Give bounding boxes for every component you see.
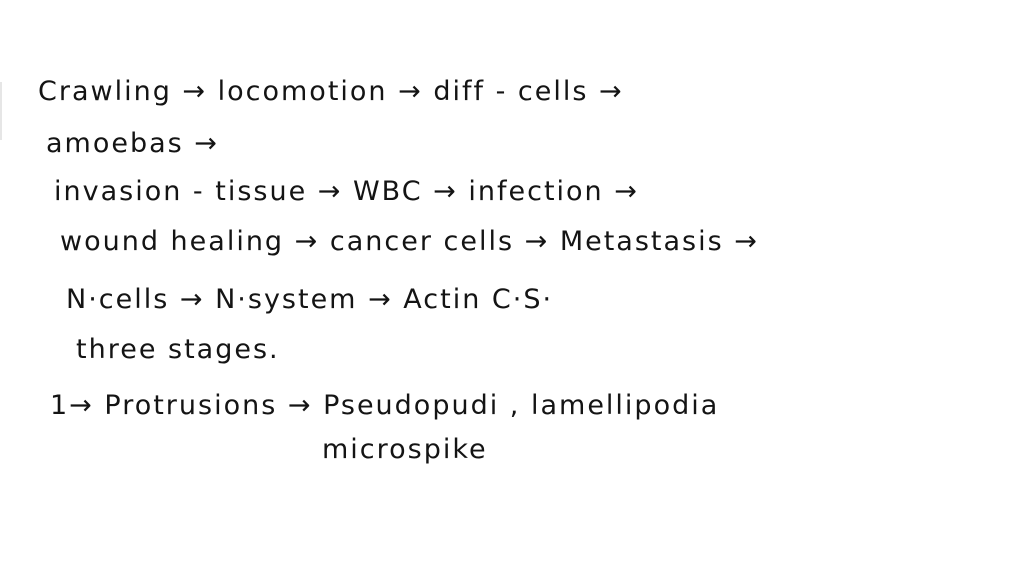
left-edge-mark bbox=[0, 82, 2, 140]
note-line-three-stages: three stages. bbox=[76, 334, 280, 365]
note-line-invasion: invasion - tissue → WBC → infection → bbox=[54, 176, 639, 207]
note-line-crawling: Crawling → locomotion → diff - cells → bbox=[38, 76, 624, 107]
note-line-amoebas: amoebas → bbox=[46, 128, 219, 159]
note-line-nerve-cells: N·cells → N·system → Actin C·S· bbox=[66, 284, 554, 315]
note-line-protrusions: 1→ Protrusions → Pseudopudi , lamellipodia bbox=[50, 390, 720, 421]
note-line-microspike: microspike bbox=[322, 434, 488, 465]
note-line-wound-healing: wound healing → cancer cells → Metastasis → bbox=[60, 226, 759, 257]
